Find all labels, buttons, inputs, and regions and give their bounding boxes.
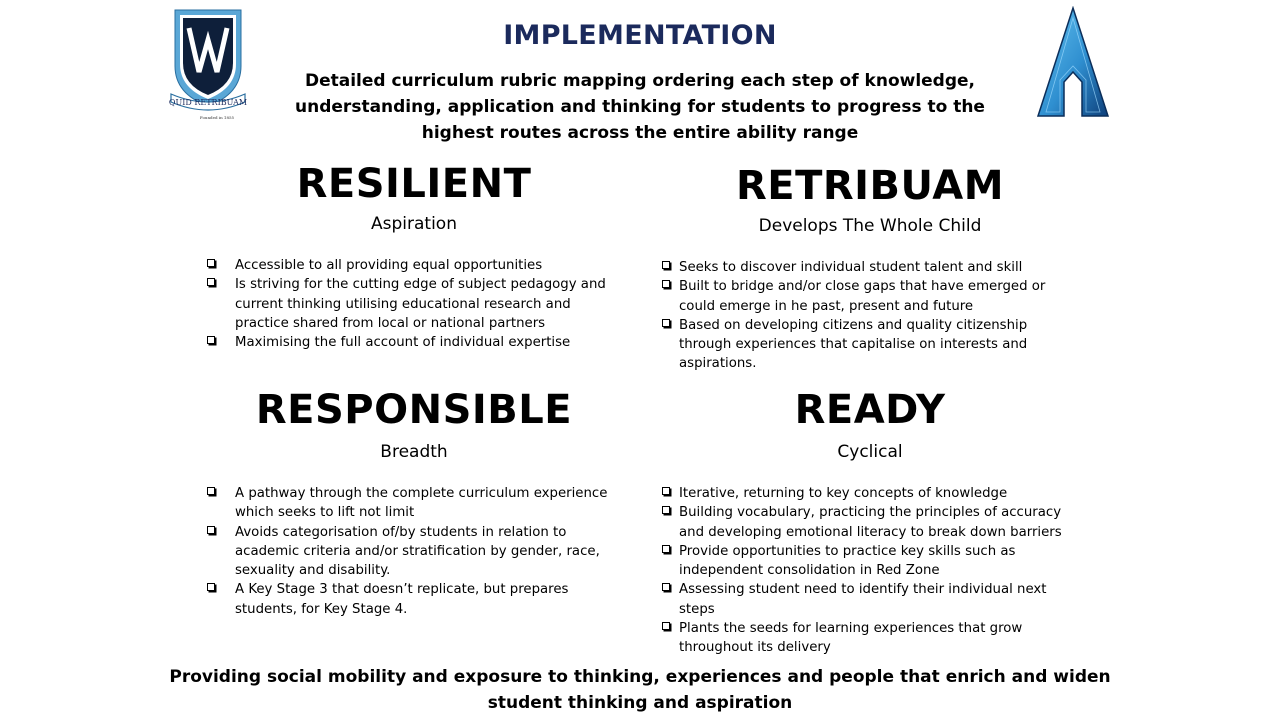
checkbox-bullet-icon xyxy=(662,319,670,327)
footer-statement: Providing social mobility and exposure to thinking, experiences and people that enrich and widen student thinking and aspiration xyxy=(169,667,1111,713)
checkbox-bullet-icon xyxy=(207,278,215,286)
resilient-subheading: Aspiration xyxy=(371,214,457,234)
list-item: Built to bridge and/or close gaps that have emerged or could emerge in he past, present and future xyxy=(661,277,1081,316)
checkbox-bullet-icon xyxy=(662,280,670,288)
arrow-logo xyxy=(1036,6,1110,120)
checkbox-bullet-icon xyxy=(662,487,670,495)
list-item: Is striving for the cutting edge of subject pedagogy and current thinking utilising educational research and practice shared from local or national partners xyxy=(205,275,625,333)
checkbox-bullet-icon xyxy=(207,487,215,495)
crest-motto: QUID RETRIBUAM xyxy=(168,98,248,107)
checkbox-bullet-icon xyxy=(662,545,670,553)
responsible-heading: RESPONSIBLE xyxy=(255,387,573,433)
list-item: Seeks to discover individual student talent and skill xyxy=(661,258,1081,277)
school-crest xyxy=(165,6,251,122)
checkbox-bullet-icon xyxy=(662,583,670,591)
checkbox-bullet-icon xyxy=(207,583,215,591)
resilient-heading: RESILIENT xyxy=(296,161,532,207)
list-item: Assessing student need to identify their individual next steps xyxy=(661,580,1081,619)
list-item: Plants the seeds for learning experiences that grow throughout its delivery xyxy=(661,619,1081,658)
list-item: A pathway through the complete curriculum experience which seeks to lift not limit xyxy=(205,484,625,523)
list-item: A Key Stage 3 that doesn’t replicate, but prepares students, for Key Stage 4. xyxy=(205,580,625,619)
list-item: Provide opportunities to practice key skills such as independent consolidation in Red Zone xyxy=(661,542,1081,581)
retribuam-list xyxy=(661,258,1081,374)
page-title: IMPLEMENTATION xyxy=(503,20,777,51)
checkbox-bullet-icon xyxy=(662,506,670,514)
list-item: Building vocabulary, practicing the principles of accuracy and developing emotional literacy to break down barriers xyxy=(661,503,1081,542)
checkbox-bullet-icon xyxy=(662,622,670,630)
list-item: Iterative, returning to key concepts of knowledge xyxy=(661,484,1081,503)
checkbox-bullet-icon xyxy=(662,261,670,269)
responsible-subheading: Breadth xyxy=(380,442,448,462)
retribuam-subheading: Develops The Whole Child xyxy=(758,216,982,236)
checkbox-bullet-icon xyxy=(207,336,215,344)
crest-founded: Founded in 1855 xyxy=(199,115,235,120)
resilient-list xyxy=(205,256,625,352)
retribuam-heading: RETRIBUAM xyxy=(735,163,1005,209)
page-subtitle: Detailed curriculum rubric mapping ordering each step of knowledge, understanding, application and thinking for students to progress to the highest routes across the entire ability range xyxy=(295,71,985,143)
list-item: Maximising the full account of individual expertise xyxy=(205,333,625,352)
list-item: Avoids categorisation of/by students in relation to academic criteria and/or stratification by gender, race, sexuality and disability. xyxy=(205,523,625,581)
list-item: Based on developing citizens and quality citizenship through experiences that capitalise on interests and aspirations. xyxy=(661,316,1081,374)
ready-list xyxy=(661,484,1081,658)
checkbox-bullet-icon xyxy=(207,259,215,267)
list-item: Accessible to all providing equal opportunities xyxy=(205,256,625,275)
ready-heading: READY xyxy=(794,387,946,433)
responsible-list xyxy=(205,484,625,619)
ready-subheading: Cyclical xyxy=(837,442,903,462)
checkbox-bullet-icon xyxy=(207,526,215,534)
